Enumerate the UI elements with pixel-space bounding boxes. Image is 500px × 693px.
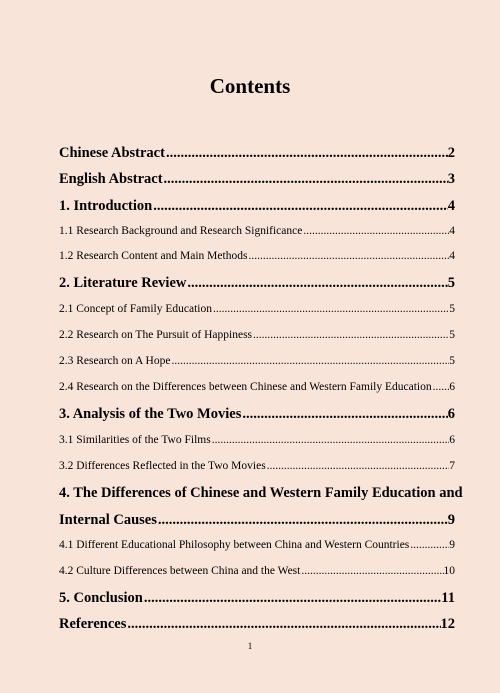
toc-entry-page: 5 <box>447 275 455 291</box>
dot-leader <box>409 539 449 551</box>
toc-entry-label: 3.2 Differences Reflected in the Two Movies <box>59 460 266 472</box>
toc-entry-page: 7 <box>449 460 455 472</box>
toc-entry-page: 4 <box>449 225 455 237</box>
toc-entry-page: 6 <box>447 406 455 422</box>
toc-entry-analysis[interactable] <box>59 406 455 423</box>
toc-entry-label: Internal Causes <box>59 512 157 528</box>
toc-entry-literature-review[interactable] <box>59 275 455 292</box>
toc-entry-label: Chinese Abstract <box>59 145 165 161</box>
toc-entry-label: 3.1 Similarities of the Two Films <box>59 434 211 446</box>
toc-entry-label: 2.1 Concept of Family Education <box>59 303 212 315</box>
toc-entry-page: 10 <box>443 565 455 577</box>
toc-entry-label: 4.1 Different Educational Philosophy between China and Western Countries <box>59 539 410 551</box>
toc-entry-3-2[interactable] <box>59 460 455 472</box>
toc-entry-page: 3 <box>447 171 455 187</box>
toc-entry-label: 3. Analysis of the Two Movies <box>59 406 242 422</box>
dot-leader <box>266 460 450 472</box>
page-title: Contents <box>209 74 291 98</box>
toc-entry-2-1[interactable] <box>59 303 455 315</box>
toc-entry-1-1[interactable] <box>59 225 455 237</box>
toc-entry-page: 2 <box>447 145 455 161</box>
page-number: 1 <box>247 641 253 651</box>
toc-entry-chinese-abstract[interactable] <box>59 145 455 162</box>
toc-entry-label: English Abstract <box>59 171 163 187</box>
toc-entry-label: 2.2 Research on The Pursuit of Happiness <box>59 329 253 341</box>
dot-leader <box>247 250 449 262</box>
toc-entry-page: 5 <box>449 355 455 367</box>
toc-entry-label: 5. Conclusion <box>59 590 143 606</box>
toc-entry-label: 2.4 Research on the Differences between Chinese and Western Family Education <box>59 381 432 393</box>
dot-leader <box>241 406 447 423</box>
toc-entry-page: 6 <box>449 434 455 446</box>
dot-leader <box>152 198 448 215</box>
toc-entry-page: 9 <box>449 539 455 551</box>
toc-entry-3-1[interactable] <box>59 434 455 446</box>
toc-entry-english-abstract[interactable] <box>59 171 455 188</box>
toc-entry-page: 9 <box>447 512 455 528</box>
toc-entry-label: 2.3 Research on A Hope <box>59 355 171 367</box>
dot-leader <box>186 275 447 292</box>
dot-leader <box>126 616 440 633</box>
toc-entry-conclusion[interactable] <box>59 590 455 607</box>
toc-entry-label: 1.1 Research Background and Research Significance <box>59 225 303 237</box>
toc-entry-label: 1. Introduction <box>59 198 153 214</box>
dot-leader <box>163 171 448 188</box>
dot-leader <box>170 355 449 367</box>
dot-leader <box>302 225 449 237</box>
toc-entry-4-1[interactable] <box>59 539 455 551</box>
toc-entry-2-3[interactable] <box>59 355 455 367</box>
dot-leader <box>157 512 448 529</box>
dot-leader <box>432 381 450 393</box>
dot-leader <box>143 590 441 607</box>
toc-entry-label: References <box>59 616 127 632</box>
toc-entry-label: 2. Literature Review <box>59 275 187 291</box>
toc-entry-page: 4 <box>449 250 455 262</box>
toc-entry-differences[interactable] <box>59 512 455 529</box>
toc-entry-references[interactable] <box>59 616 455 633</box>
toc-entry-page: 12 <box>440 616 455 632</box>
toc-entry-1-2[interactable] <box>59 250 455 262</box>
toc-entry-introduction[interactable] <box>59 198 455 215</box>
toc-entry-page: 5 <box>449 303 455 315</box>
toc-entry-page: 6 <box>449 381 455 393</box>
dot-leader <box>300 565 443 577</box>
dot-leader <box>212 303 449 315</box>
toc-entry-page: 5 <box>449 329 455 341</box>
dot-leader <box>165 145 448 162</box>
toc-entry-2-2[interactable] <box>59 329 455 341</box>
toc-entry-page: 4 <box>447 198 455 214</box>
dot-leader <box>252 329 449 341</box>
toc-entry-4-2[interactable] <box>59 565 455 577</box>
toc-entry-label: 1.2 Research Content and Main Methods <box>59 250 248 262</box>
toc-entry-page: 11 <box>441 590 455 606</box>
dot-leader <box>211 434 450 446</box>
toc-entry-4-line1[interactable]: 4. The Differences of Chinese and Western Family Education and <box>59 485 463 501</box>
toc-entry-2-4[interactable] <box>59 381 455 393</box>
toc-entry-label: 4.2 Culture Differences between China and the West <box>59 565 301 577</box>
